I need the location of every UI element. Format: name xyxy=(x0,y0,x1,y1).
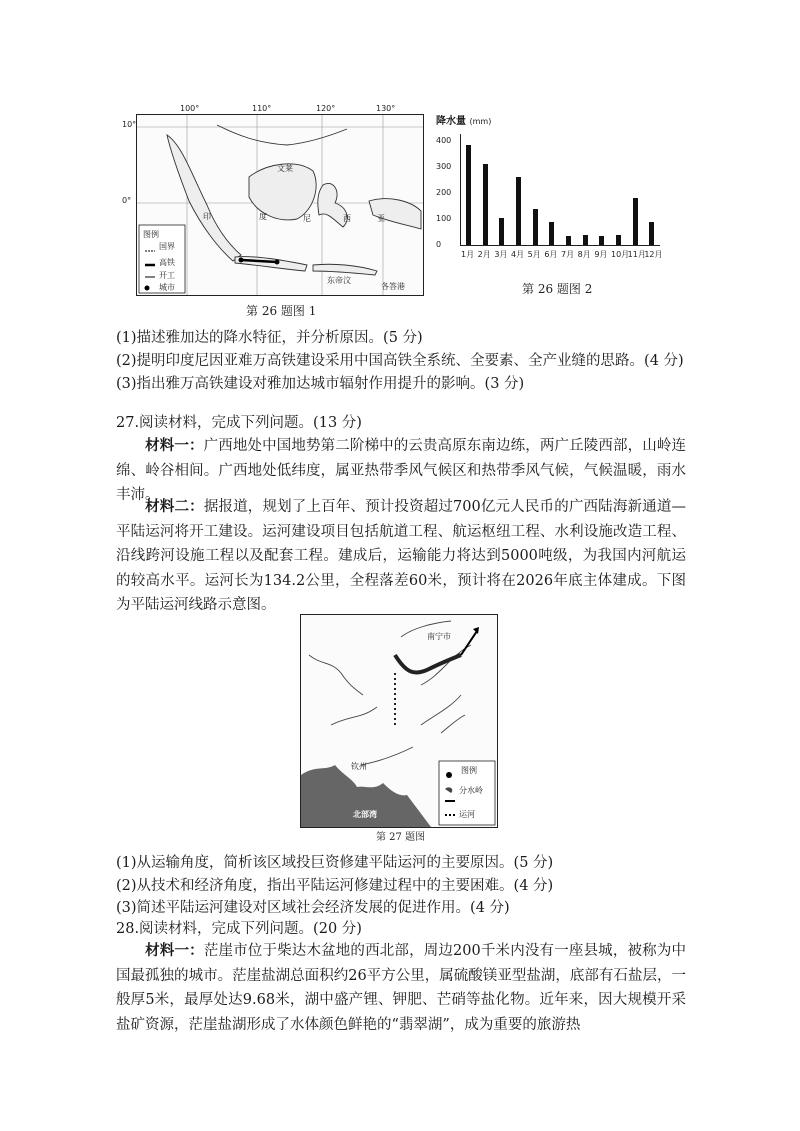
bar-2月 xyxy=(483,164,488,245)
x-tick-label: 1月 xyxy=(461,250,475,259)
x-tick-label: 9月 xyxy=(594,250,608,259)
chart-title xyxy=(436,112,491,127)
map-legend-item: 运河 xyxy=(459,810,475,819)
figure-caption: 第 26 题图 2 xyxy=(522,282,593,296)
bar-5月 xyxy=(533,209,538,245)
map-legend-item: 国界 xyxy=(159,242,175,251)
bar-12月 xyxy=(649,222,654,245)
bar-3月 xyxy=(499,218,504,245)
bar-8月 xyxy=(583,235,588,245)
figure-caption: 第 26 题图 1 xyxy=(246,304,317,318)
map-place-label: 东帝汶 xyxy=(327,276,351,285)
map-27 xyxy=(300,614,498,828)
q27-material-2 xyxy=(116,495,686,618)
map-place-label: 亚 xyxy=(377,214,385,223)
y-tick-label: 100 xyxy=(436,214,452,223)
material-label: 材料一： xyxy=(145,943,204,959)
map-26 xyxy=(136,114,424,296)
lon-label: 130° xyxy=(376,104,396,113)
x-tick-label: 4月 xyxy=(511,250,525,259)
bar-4月 xyxy=(516,177,521,245)
map-legend-item: 开工 xyxy=(159,271,175,280)
map-place-label: 文莱 xyxy=(277,164,293,173)
bar-11月 xyxy=(633,198,638,245)
x-tick-label: 12月 xyxy=(644,250,663,259)
q28-material-1 xyxy=(116,939,686,1037)
q26-item: (3)指出雅万高铁建设对雅加达城市辐射作用提升的影响。(3 分) xyxy=(116,376,525,392)
q26-item: (1)描述雅加达的降水特征，并分析原因。(5 分) xyxy=(116,330,423,346)
y-tick-label: 0 xyxy=(436,240,442,249)
bar-7月 xyxy=(566,236,571,245)
map-place-label: 南宁市 xyxy=(427,632,451,641)
material-text: 广西地处中国地势第二阶梯中的云贵高原东南边练，两广丘陵西部，山岭连绵、岭谷相间。广西地处低纬度，属亚热带季风气候区和热带季风气候，气候温暖，雨水丰沛。 xyxy=(116,438,686,503)
q26-item: (2)提明印度尼因亚难万高铁建设采用中国高铁全系统、全要素、全产业缝的思路。(4 分) xyxy=(116,353,684,369)
chart-unit: (mm) xyxy=(469,117,492,126)
lon-label: 100° xyxy=(180,104,200,113)
map-legend-item: 城市 xyxy=(159,283,175,292)
map-legend-item: 高铁 xyxy=(159,258,175,267)
map-place-label: 度 xyxy=(259,212,267,221)
y-tick-label: 300 xyxy=(436,162,452,171)
x-tick-label: 2月 xyxy=(477,250,491,259)
x-tick-label: 10月 xyxy=(611,250,630,259)
map-legend-item: 分水岭 xyxy=(459,786,483,795)
map-place-label: 印 xyxy=(203,212,211,221)
q27-title: 27.阅读材料，完成下列问题。(13 分) xyxy=(116,415,362,431)
x-tick-label: 7月 xyxy=(561,250,575,259)
x-axis xyxy=(460,245,660,246)
lat-label: 0° xyxy=(122,196,132,205)
q27-item: (3)简述平陆运河建设对区域社会经济发展的促进作用。(4 分) xyxy=(116,900,510,916)
precip-chart xyxy=(432,112,672,262)
lat-label: 10° xyxy=(122,120,137,129)
x-tick-label: 3月 xyxy=(494,250,508,259)
map-place-label: 北部湾 xyxy=(353,810,377,819)
material-text: 茫崖市位于柴达木盆地的西北部，周边200千米内没有一座县城，被称为中国最孤独的城市。茫崖盐湖总面积约26平方公里，属硫酸镁亚型盐湖，底部有石盐层，一般厚5米，最厚处达9.68米，湖中盛产锂、钾肥、芒硝等盐化物。近年来，因大规模开采盐矿资源，茫崖盐湖形成了水体颜色鲜艳的“翡翠湖”，成为重要的旅游热 xyxy=(116,943,686,1033)
bar-6月 xyxy=(549,222,554,245)
bar-10月 xyxy=(616,235,621,245)
bar-9月 xyxy=(599,236,604,245)
y-tick-label: 400 xyxy=(436,136,452,145)
bar-1月 xyxy=(466,145,471,245)
map-place-label: 尼 xyxy=(303,214,311,223)
map-place-label: 钦州 xyxy=(351,762,367,771)
map-place-label: 西 xyxy=(343,214,351,223)
y-axis xyxy=(460,134,461,246)
x-tick-label: 5月 xyxy=(527,250,541,259)
map-26-drawing xyxy=(137,115,423,295)
x-tick-label: 8月 xyxy=(577,250,591,259)
chart-title-text: 降水量 xyxy=(436,116,466,127)
lon-label: 110° xyxy=(252,104,272,113)
material-text: 据报道，规划了上百年、预计投资超过700亿元人民币的广西陆海新通道—平陆运河将开工建设。运河建设项目包括航道工程、航运枢纽工程、水利设施改造工程、沿线跨河设施工程以及配套工程。建成后，运输能力将达到5000吨级，为我国内河航运的较高水平。运河长为134.2公里，全程落差60米，预计将在2026年底主体建成。下图为平陆运河线路示意图。 xyxy=(116,499,686,613)
y-tick-label: 200 xyxy=(436,188,452,197)
map-place-label: 各答港 xyxy=(381,282,405,291)
q28-title: 28.阅读材料，完成下列问题。(20 分) xyxy=(116,921,362,937)
lon-label: 120° xyxy=(316,104,336,113)
material-label: 材料一： xyxy=(145,438,204,454)
figure-caption: 第 27 题图 xyxy=(376,832,426,843)
map-legend-title: 图例 xyxy=(461,766,477,775)
material-label: 材料二： xyxy=(145,499,204,515)
q27-item: (1)从运输角度，简析该区域投巨资修建平陆运河的主要原因。(5 分) xyxy=(116,855,554,871)
map-legend-title: 图例 xyxy=(143,230,159,239)
x-tick-label: 11月 xyxy=(627,250,646,259)
x-tick-label: 6月 xyxy=(544,250,558,259)
q27-item: (2)从技术和经济角度，指出平陆运河修建过程中的主要困难。(4 分) xyxy=(116,878,554,894)
